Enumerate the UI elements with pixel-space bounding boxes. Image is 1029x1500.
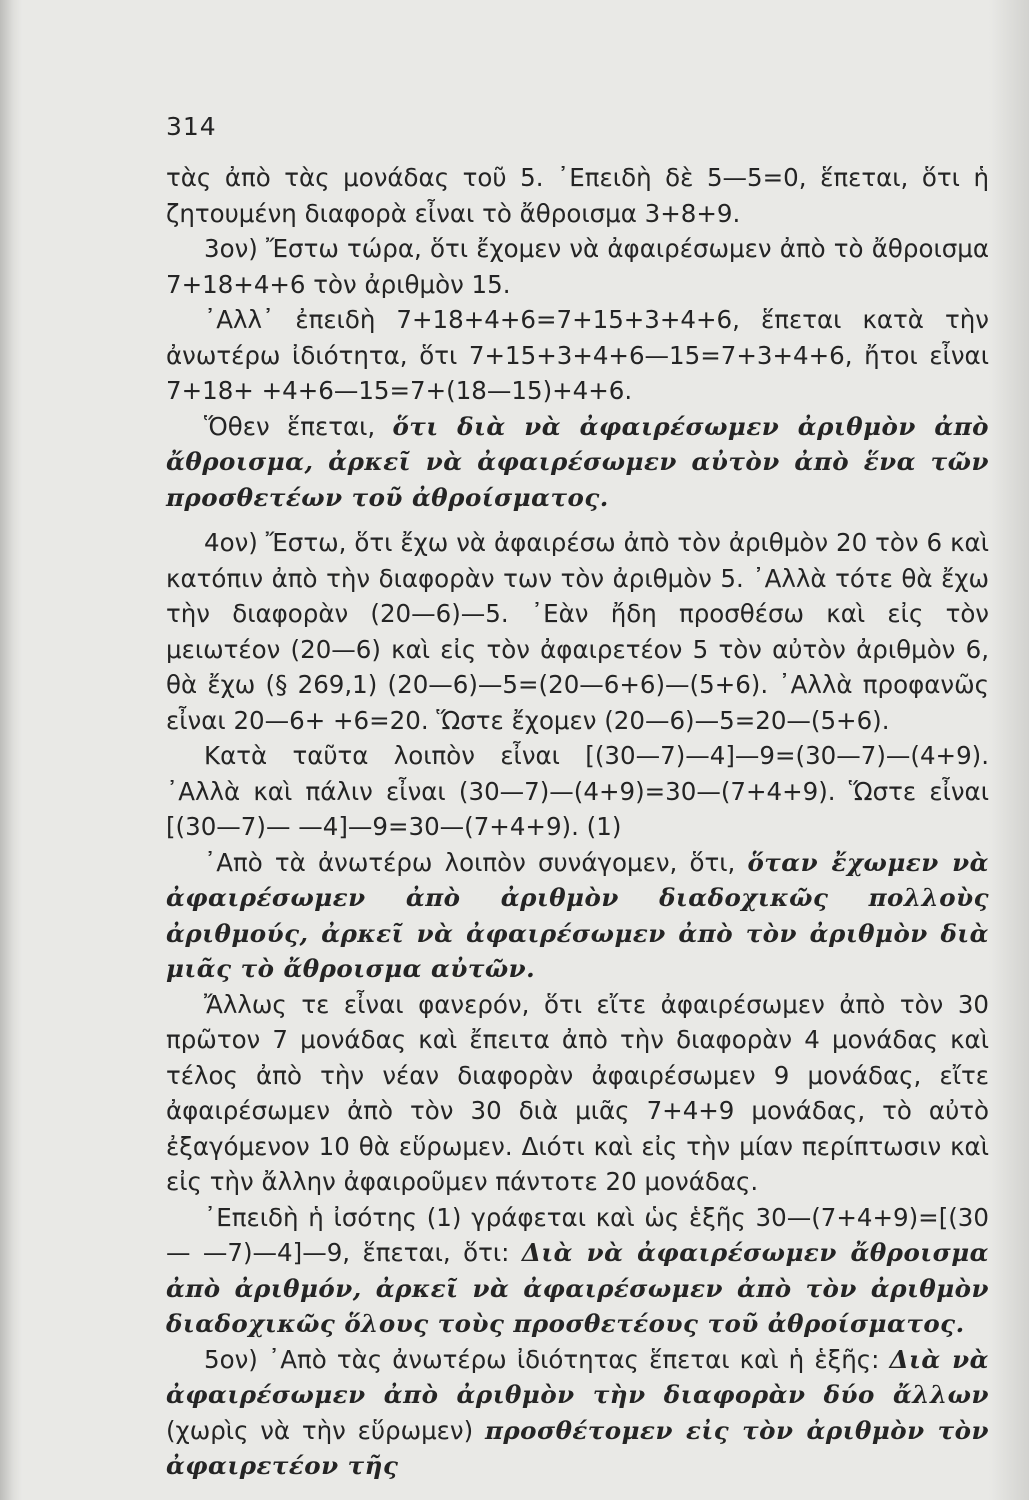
page-binding-shadow (0, 0, 22, 1500)
emphasized-text: ὅταν ἔχωμεν νὰ ἀφαιρέσωμεν ἀπὸ ἀριθμὸν διαδοχικῶς πολλοὺς ἀριθμούς, ἀρκεῖ νὰ ἀφαιρέσωμεν ἀπὸ τὸν ἀριθμὸν διὰ μιᾶς τὸ ἄθροισμα αὐτῶν. (166, 847, 989, 983)
body-text: 3ον) Ἔστω τώρα, ὅτι ἔχομεν νὰ ἀφαιρέσωμεν ἀπὸ τὸ ἄθροισμα 7+18+4+6 τὸν ἀριθμὸν 15. (166, 234, 989, 299)
paragraph-8 (166, 987, 989, 1200)
paragraph-9 (166, 1200, 989, 1342)
emphasized-text: ὅτι διὰ νὰ ἀφαιρέσωμεν ἀριθμὸν ἀπὸ ἄθροισμα, ἀρκεῖ νὰ ἀφαιρέσωμεν αὐτὸν ἀπὸ ἕνα τῶν προσθετέων τοῦ ἀθροίσματος. (166, 411, 989, 512)
paragraph-10 (166, 1342, 989, 1484)
body-text: ᾿Επειδὴ ἡ ἰσότης (1) γράφεται καὶ ὡς ἑξῆς 30—(7+4+9)=[(30— —7)—4]—9, ἕπεται, ὅτι: (166, 1202, 989, 1267)
body-text: ᾿Αλλ᾿ ἐπειδὴ 7+18+4+6=7+15+3+4+6, ἕπεται κατὰ τὴν ἀνωτέρω ἰδιότητα, ὅτι 7+15+3+4+6—15=7+3+4+6, ἤτοι εἶναι 7+18+ +4+6—15=7+(18—15)+4+6. (166, 305, 989, 405)
page-edge-shadow (989, 0, 1029, 1500)
body-text: τὰς ἀπὸ τὰς μονάδας τοῦ 5. ᾿Επειδὴ δὲ 5—5=0, ἕπεται, ὅτι ἡ ζητουμένη διαφορὰ εἶναι τὸ ἄθροισμα 3+8+9. (166, 163, 989, 228)
body-text: 5ον) ᾿Απὸ τὰς ἀνωτέρω ἰδιότητας ἕπεται καὶ ἡ ἑξῆς: (204, 1344, 890, 1374)
paragraph-2 (166, 231, 989, 302)
paragraph-3 (166, 302, 989, 409)
paragraph-5 (166, 525, 989, 738)
page-number: 314 (166, 112, 217, 141)
paragraph-1 (166, 160, 989, 231)
body-text: Ὅθεν ἕπεται, (204, 411, 393, 441)
body-text: Ἄλλως τε εἶναι φανερόν, ὅτι εἴτε ἀφαιρέσωμεν ἀπὸ τὸν 30 πρῶτον 7 μονάδας καὶ ἔπειτα ἀπὸ τὴν διαφορὰν 4 μονάδας καὶ τέλος ἀπὸ τὴν νέαν διαφορὰν ἀφαιρέσωμεν 9 μονάδας, εἴτε ἀφαιρέσωμεν ἀπὸ τὸν 30 διὰ μιᾶς 7+4+9 μονάδας, τὸ αὐτὸ ἐξαγόμενον 10 θὰ εὕρωμεν. Διότι καὶ εἰς τὴν μίαν περίπτωσιν καὶ εἰς τὴν ἄλλην ἀφαιροῦμεν πάντοτε 20 μονάδας. (166, 989, 989, 1196)
emphasized-text: Διὰ νὰ ἀφαιρέσωμεν ἀπὸ ἀριθμὸν τὴν διαφορὰν δύο ἄλλων (166, 1344, 989, 1409)
body-text: Κατὰ ταῦτα λοιπὸν εἶναι [(30—7)—4]—9=(30—7)—(4+9). ᾿Αλλὰ καὶ πάλιν εἶναι (30—7)—(4+9)=30—(7+4+9). Ὥστε εἶναι [(30—7)— —4]—9=30—(7+4+9). (1) (166, 741, 989, 841)
page-text (166, 160, 989, 1484)
body-text: ᾿Απὸ τὰ ἀνωτέρω λοιπὸν συνάγομεν, ὅτι, (204, 847, 748, 877)
body-text: (χωρὶς νὰ τὴν εὕρωμεν) (166, 1415, 485, 1445)
emphasized-text: Διὰ νὰ ἀφαιρέσωμεν ἄθροισμα ἀπὸ ἀριθμόν, ἀρκεῖ νὰ ἀφαιρέσωμεν ἀπὸ τὸν ἀριθμὸν διαδοχικῶς ὅλους τοὺς προσθετέους τοῦ ἀθροίσματος. (166, 1238, 990, 1338)
paragraph-6 (166, 738, 989, 845)
paragraph-7 (166, 845, 989, 987)
body-text: 4ον) Ἔστω, ὅτι ἔχω νὰ ἀφαιρέσω ἀπὸ τὸν ἀριθμὸν 20 τὸν 6 καὶ κατόπιν ἀπὸ τὴν διαφορὰν των τὸν ἀριθμὸν 5. ᾿Αλλὰ τότε θὰ ἔχω τὴν διαφορὰν (20—6)—5. ᾿Εὰν ἤδη προσθέσω καὶ εἰς τὸν μειωτέον (20—6) καὶ εἰς τὸν ἀφαιρετέον 5 τὸν αὐτὸν ἀριθμὸν 6, θὰ ἔχω (§ 269,1) (20—6)—5=(20—6+6)—(5+6). ᾿Αλλὰ προφανῶς εἶναι 20—6+ +6=20. Ὥστε ἔχομεν (20—6)—5=20—(5+6). (166, 528, 989, 735)
paragraph-4 (166, 409, 989, 516)
emphasized-text: προσθέτομεν εἰς τὸν ἀριθμὸν τὸν ἀφαιρετέον τῆς (166, 1415, 989, 1480)
